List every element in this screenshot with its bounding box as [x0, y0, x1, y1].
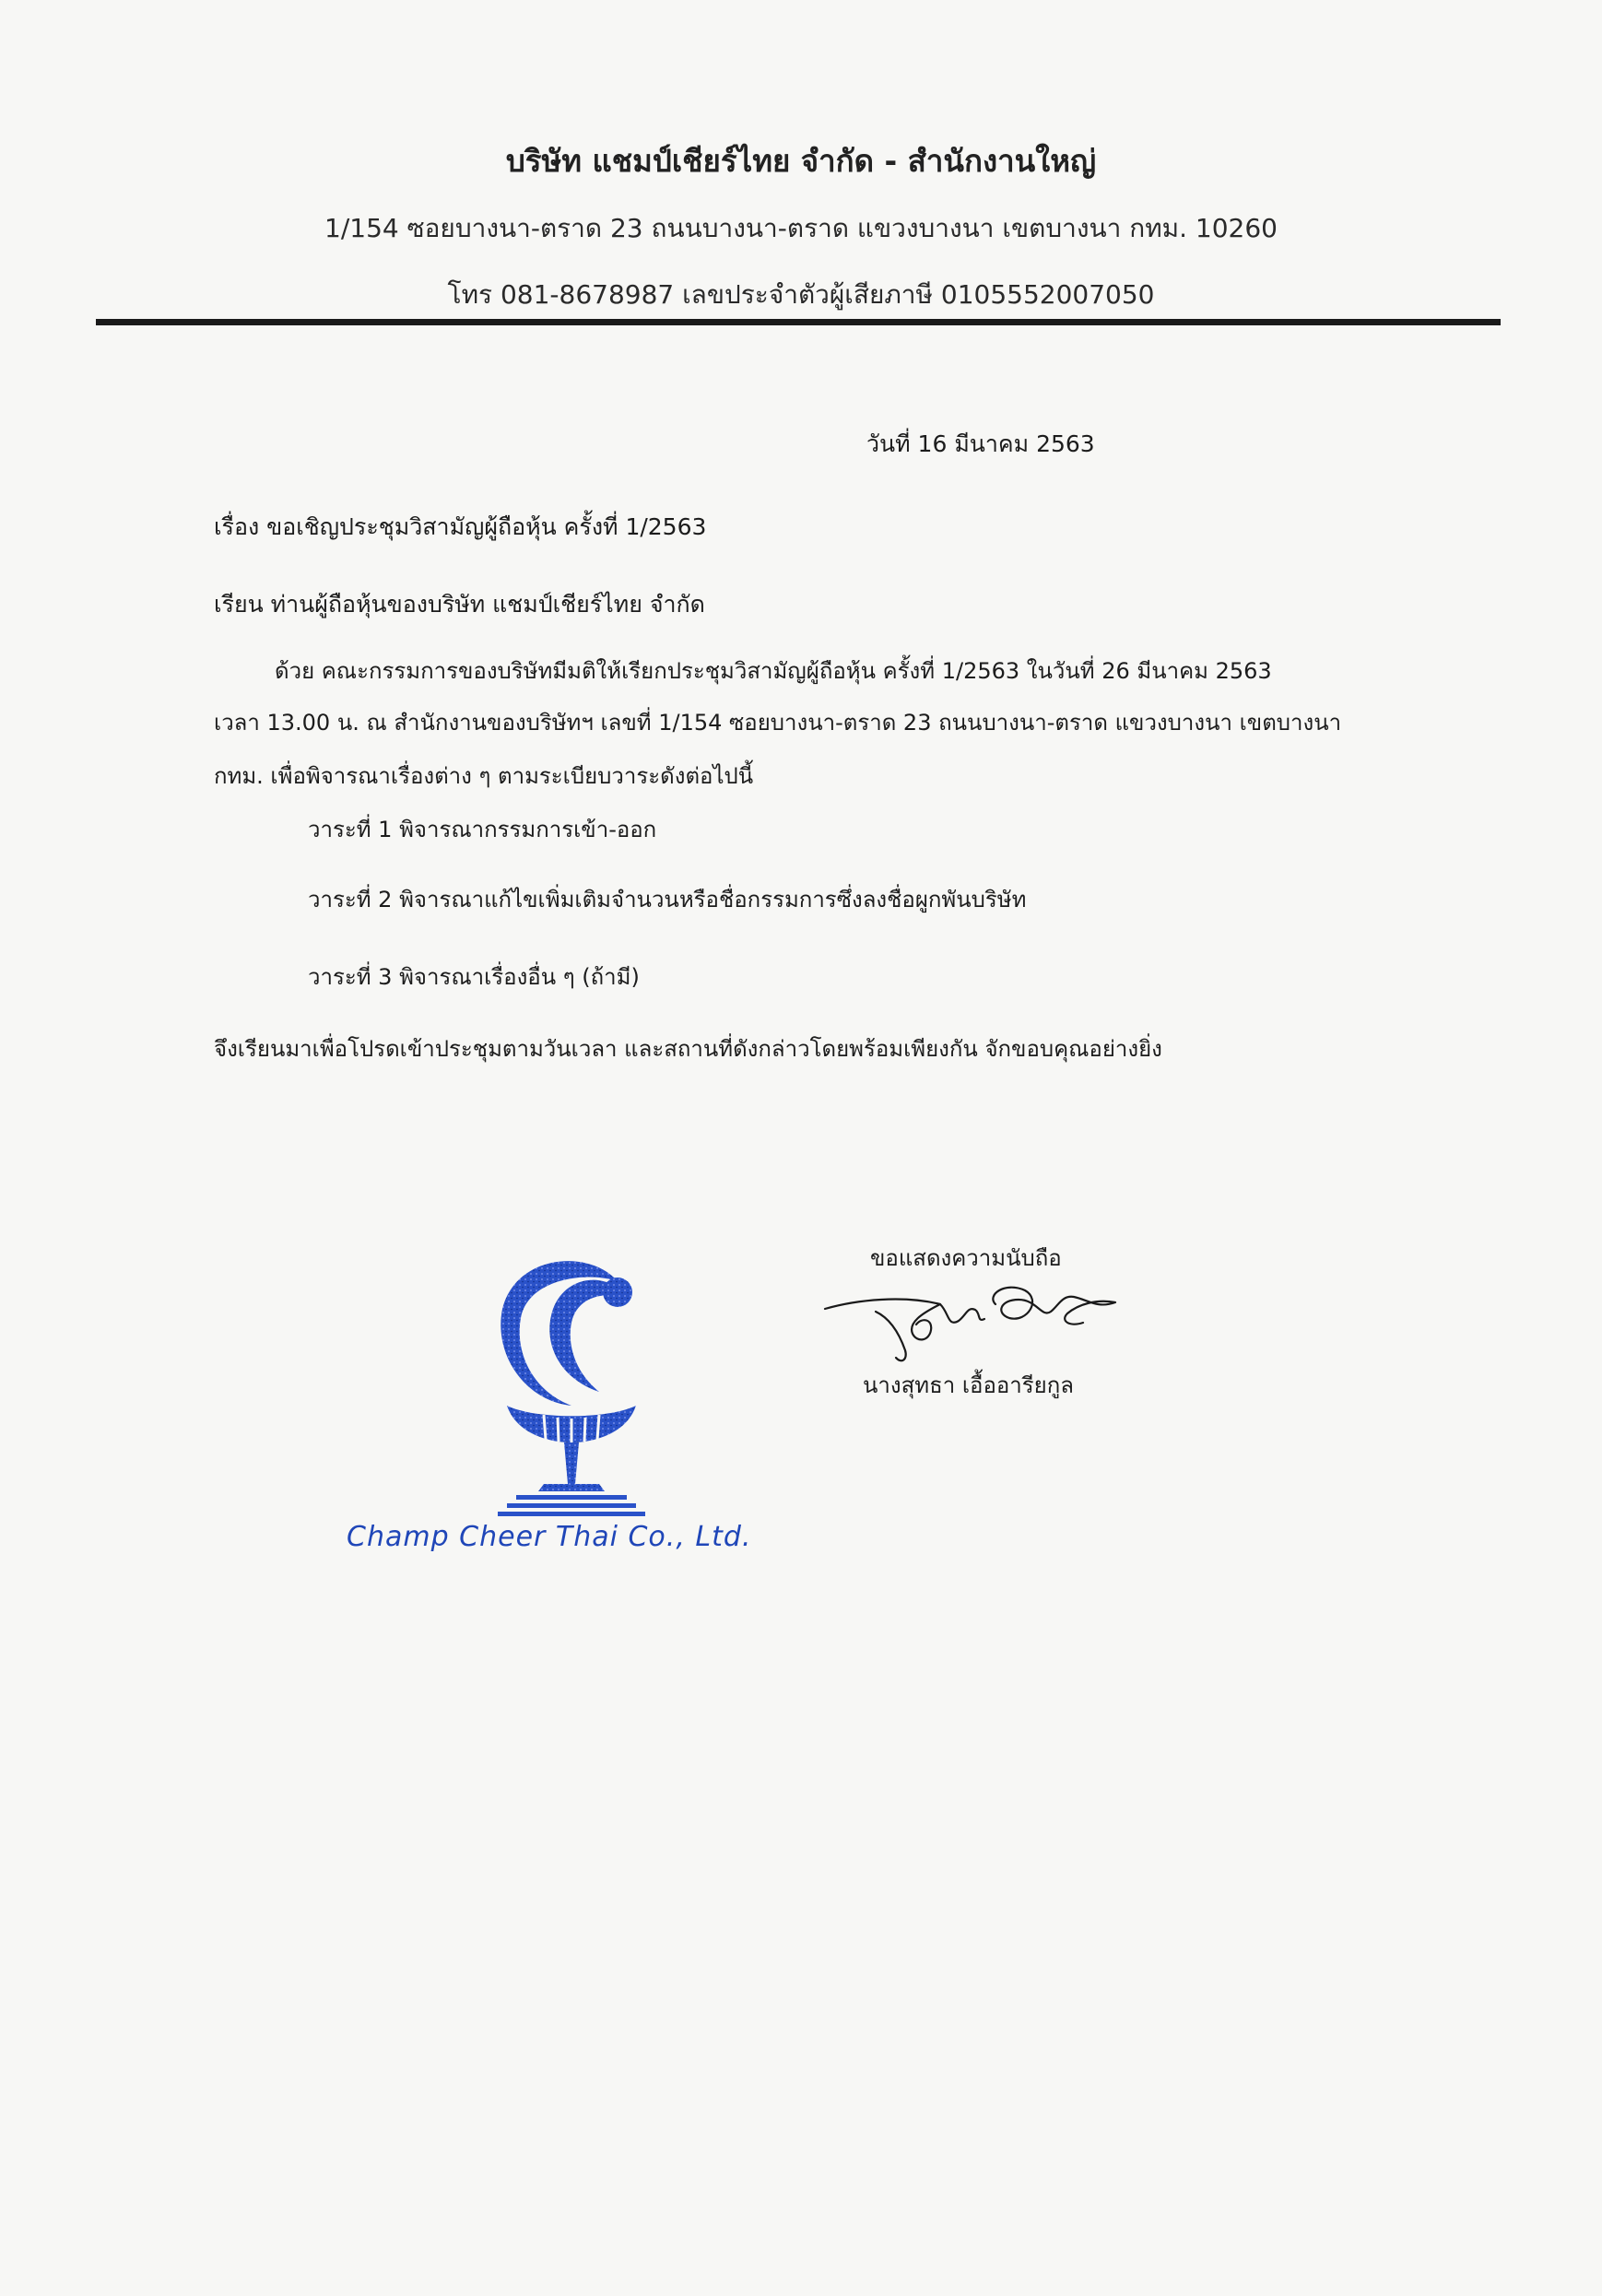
company-name: บริษัท แชมป์เชียร์ไทย จำกัด - สำนักงานใหญ่ [505, 143, 1097, 179]
company-address: 1/154 ซอยบางนา-ตราด 23 ถนนบางนา-ตราด แขวงบางนา เขตบางนา กทม. 10260 [324, 213, 1278, 243]
agenda-item: วาระที่ 3 พิจารณาเรื่องอื่น ๆ (ถ้ามี) [308, 964, 640, 990]
body-line: เวลา 13.00 น. ณ สำนักงานของบริษัทฯ เลขที่ 1/154 ซอยบางนา-ตราด 23 ถนนบางนา-ตราด แขวงบางนา เขตบางนา [214, 710, 1342, 736]
letter-date: วันที่ 16 มีนาคม 2563 [866, 430, 1095, 457]
agenda-item: วาระที่ 2 พิจารณาแก้ไขเพิ่มเติมจำนวนหรือชื่อกรรมการซึ่งลงชื่อผูกพันบริษัท [308, 887, 1027, 913]
letter-salutation: เรียน ท่านผู้ถือหุ้นของบริษัท แชมป์เชียร์ไทย จำกัด [214, 591, 705, 618]
company-logo [479, 1244, 664, 1521]
body-line: กทม. เพื่อพิจารณาเรื่องต่าง ๆ ตามระเบียบวาระดังต่อไปนี้ [214, 763, 754, 789]
agenda-item: วาระที่ 1 พิจารณากรรมการเข้า-ออก [308, 817, 657, 842]
logo-text: Champ Cheer Thai Co., Ltd. [347, 1521, 752, 1553]
signature [820, 1277, 1143, 1369]
letter-regards: ขอแสดงความนับถือ [870, 1245, 1062, 1271]
company-contact: โทร 081-8678987 เลขประจำตัวผู้เสียภาษี 0105552007050 [447, 279, 1155, 310]
body-line: ด้วย คณะกรรมการของบริษัทมีมติให้เรียกประชุมวิสามัญผู้ถือหุ้น ครั้งที่ 1/2563 ในวันที่ 26 มีนาคม 2563 [275, 658, 1272, 684]
letter-closing: จึงเรียนมาเพื่อโปรดเข้าประชุมตามวันเวลา และสถานที่ดังกล่าวโดยพร้อมเพียงกัน จักขอบคุณอย่างยิ่ง [214, 1036, 1162, 1062]
letter-subject: เรื่อง ขอเชิญประชุมวิสามัญผู้ถือหุ้น ครั้งที่ 1/2563 [214, 513, 707, 540]
signer-name: นางสุทธา เอื้ออารียกูล [863, 1372, 1074, 1398]
header-divider [96, 319, 1501, 325]
